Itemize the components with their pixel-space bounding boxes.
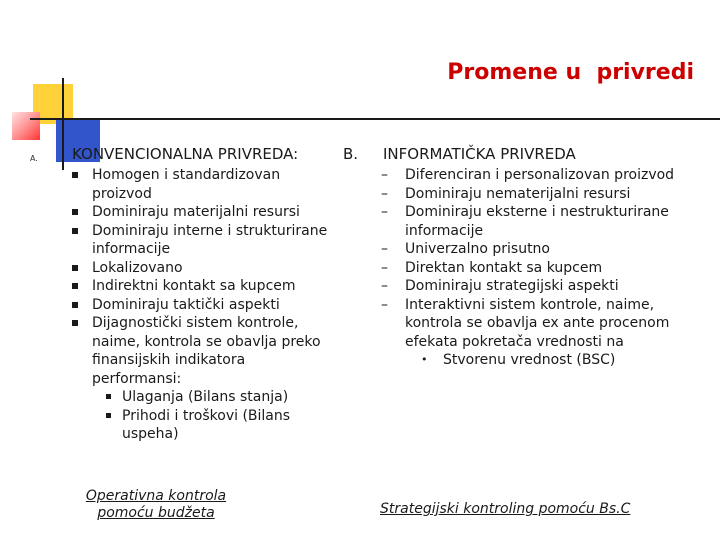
list-item: – Direktan kontakt sa kupcem bbox=[381, 259, 603, 276]
list-item: – Dominiraju eksterne i nestrukturirane informacije bbox=[381, 204, 669, 239]
dash-bullet-icon: – bbox=[381, 259, 388, 276]
list-item: Homogen i standardizovan proizvod bbox=[72, 166, 334, 203]
square-bullet-icon bbox=[72, 172, 78, 178]
decorative-red-square bbox=[12, 112, 40, 140]
dash-bullet-icon: – bbox=[381, 278, 388, 294]
list-item: Dominiraju interne i strukturirane informacije bbox=[72, 222, 334, 259]
section-marker-b: B. bbox=[343, 145, 359, 163]
square-bullet-icon bbox=[106, 413, 111, 418]
left-column bbox=[72, 145, 334, 444]
square-bullet-icon bbox=[72, 283, 78, 289]
square-bullet-icon bbox=[72, 302, 78, 308]
dot-bullet-icon: • bbox=[421, 353, 428, 366]
right-column bbox=[383, 145, 678, 370]
square-bullet-icon bbox=[72, 265, 78, 271]
right-list bbox=[383, 166, 678, 370]
sub-list-item: • Stvorenu vrednost (BSC) bbox=[421, 352, 616, 368]
list-item: – Diferenciran i personalizovan proizvod bbox=[381, 167, 675, 183]
right-heading: INFORMATIČKA PRIVREDA bbox=[383, 145, 576, 163]
square-bullet-icon bbox=[72, 209, 78, 215]
dash-bullet-icon: – bbox=[381, 296, 388, 313]
list-item: – Dominiraju strategijski aspekti bbox=[381, 278, 619, 294]
list-item: – Univerzalno prisutno bbox=[381, 241, 550, 257]
dash-bullet-icon: – bbox=[381, 185, 388, 202]
left-heading: KONVENCIONALNA PRIVREDA: bbox=[72, 145, 299, 163]
square-bullet-icon bbox=[72, 228, 78, 234]
list-item: – Interaktivni sistem kontrole, naime, kontrola se obavlja ex ante procenom efekata pokretača vrednosti na bbox=[381, 296, 670, 350]
section-marker-a: A. bbox=[30, 154, 38, 163]
dash-bullet-icon: – bbox=[381, 204, 388, 220]
list-item: Dijagnostički sistem kontrole, naime, kontrola se obavlja preko finansijskih indikatora performansi: bbox=[72, 314, 334, 388]
square-bullet-icon bbox=[106, 394, 111, 399]
left-footer-link: Operativna kontrola pomoću budžeta bbox=[85, 488, 227, 521]
square-bullet-icon bbox=[72, 320, 78, 326]
sub-list-item: Prihodi i troškovi (Bilans uspeha) bbox=[72, 407, 334, 444]
right-footer-link: Strategijski kontroling pomoću Bs.C bbox=[380, 501, 631, 517]
list-item: – Dominiraju nematerijalni resursi bbox=[381, 185, 631, 202]
sub-list-item: Ulaganja (Bilans stanja) bbox=[72, 388, 334, 407]
list-item: Indirektni kontakt sa kupcem bbox=[72, 277, 334, 296]
dash-bullet-icon: – bbox=[381, 167, 388, 183]
decorative-horizontal-line bbox=[30, 118, 720, 120]
list-item: Dominiraju materijalni resursi bbox=[72, 203, 334, 222]
list-item: Dominiraju taktički aspekti bbox=[72, 296, 334, 315]
dash-bullet-icon: – bbox=[381, 241, 388, 257]
decorative-vertical-line bbox=[62, 78, 64, 170]
slide-title: Promene u privredi bbox=[447, 60, 694, 85]
left-list bbox=[72, 166, 334, 444]
list-item: Lokalizovano bbox=[72, 259, 334, 278]
